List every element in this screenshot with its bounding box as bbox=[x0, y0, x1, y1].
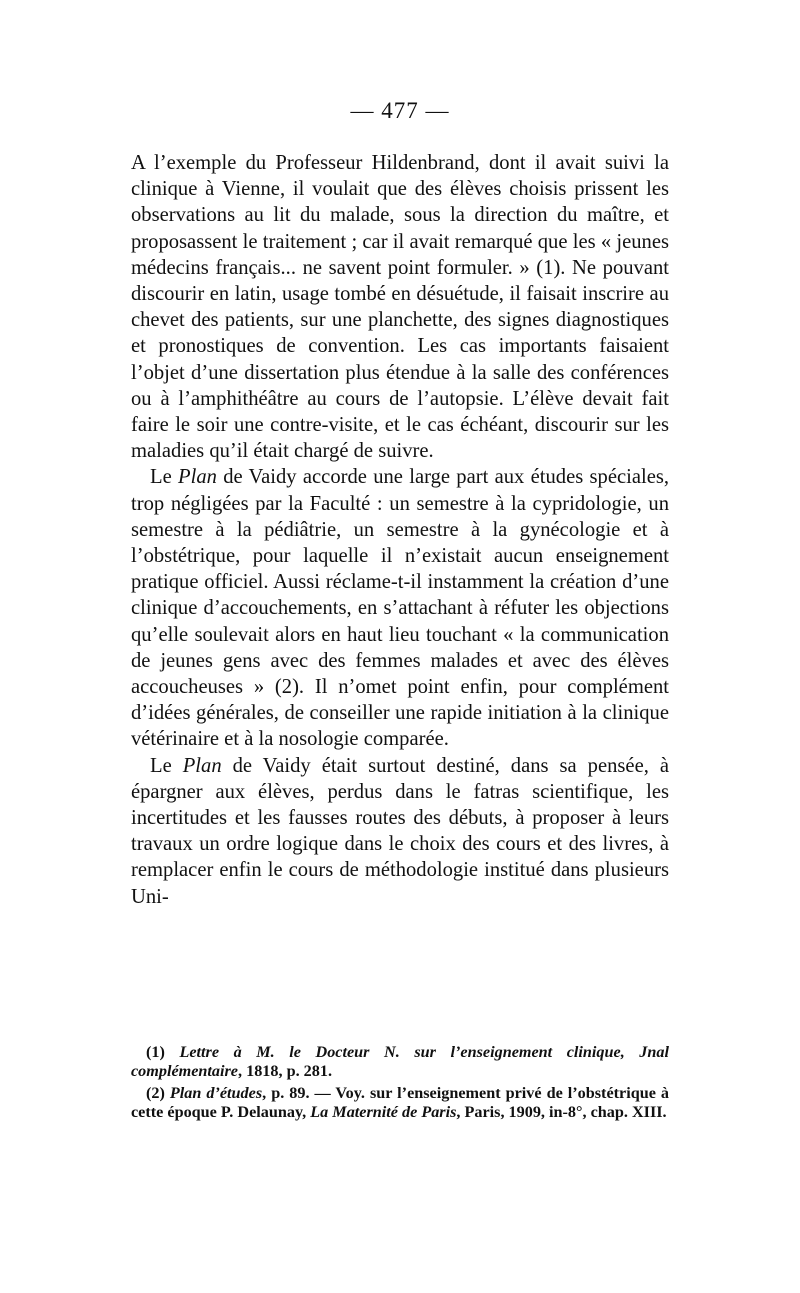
text-segment: Le bbox=[150, 754, 183, 777]
footnote bbox=[131, 1084, 669, 1123]
footnote-title: Lettre à M. le Docteur N. sur l’enseignement clinique, Jnal complémentaire bbox=[131, 1043, 669, 1081]
page-number: — 477 — bbox=[350, 98, 450, 123]
paragraph bbox=[131, 753, 669, 910]
italic-title: Plan bbox=[182, 754, 222, 777]
footnote-marker: (2) bbox=[146, 1083, 170, 1102]
paragraph bbox=[131, 150, 669, 464]
footnote-title: Plan d’études bbox=[169, 1083, 263, 1102]
footnote-text: , p. 89. — Voy. sur l’enseignement privé de l’obstétrique à cette époque P. Delaunay, bbox=[131, 1083, 670, 1122]
footnote bbox=[131, 1043, 669, 1082]
text-segment: Le bbox=[150, 466, 179, 489]
footnote-marker: (1) bbox=[146, 1043, 180, 1061]
paragraph bbox=[131, 464, 669, 752]
italic-title: Plan bbox=[178, 466, 217, 489]
text-segment: de Vaidy était surtout destiné, dans sa pensée, à épargner aux élèves, perdus dans le fatras scientifique, les incertitudes et les fausses routes des débuts, à proposer à leurs travaux un ordre logique dans le choix des cours et des livres, à remplacer enfin le cours de méthodologie institué dans plusieurs Uni- bbox=[131, 754, 669, 908]
body-text bbox=[131, 150, 669, 910]
footnote-title: La Maternité de Paris bbox=[310, 1103, 457, 1122]
text-segment: de Vaidy accorde une large part aux études spéciales, trop négligées par la Faculté : un semestre à la cypridologie, un semestre à la pédiâtrie, un semestre à la gynécologie et à l’obstétrique, pour laquelle il n’existait aucun enseignement pratique officiel. Aussi réclame-t-il instamment la création d’une clinique d’accouchements, en s’attachant à réfuter les objections qu’elle soulevait alors en haut lieu touchant « la communication de jeunes gens avec des femmes malades et avec des élèves accoucheuses » (2). Il n’omet point enfin, pour complément d’idées générales, de conseiller une rapide initiation à la clinique vétérinaire et à la nosologie comparée. bbox=[131, 466, 669, 751]
footnotes bbox=[131, 1043, 669, 1125]
text-segment: A l’exemple du Professeur Hildenbrand, dont il avait suivi la clinique à Vienne, il voulait que des élèves choisis prissent les observations au lit du malade, sous la direction du maître, et proposassent le traitement ; car il avait remarqué que les « jeunes médecins français... ne savent point formuler. » (1). Ne pouvant discourir en latin, usage tombé en désuétude, il faisait inscrire au chevet des patients, sur une planchette, des signes diagnostiques et pronostiques de convention. Les cas importants faisaient l’objet d’une dissertation plus étendue à la salle des conférences ou à l’amphithéâtre au cours de l’autopsie. L’élève devait fait faire le soir une contre-visite, et le cas échéant, discourir sur les maladies qu’il était chargé de suivre. bbox=[131, 152, 669, 463]
footnote-text: , 1818, p. 281. bbox=[238, 1062, 332, 1081]
footnote-text: , Paris, 1909, in-8°, chap. XIII. bbox=[456, 1103, 667, 1122]
